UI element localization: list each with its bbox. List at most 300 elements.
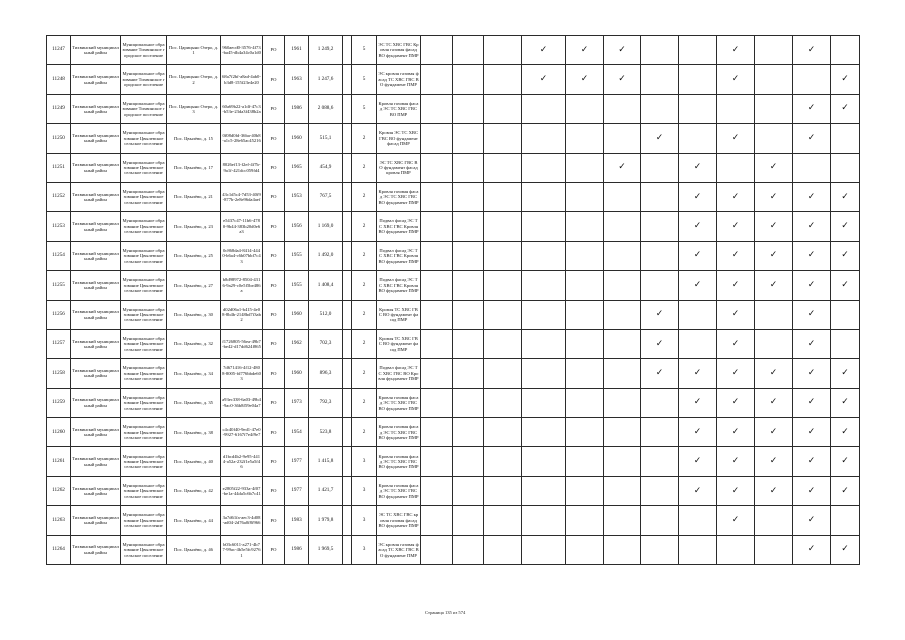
empty-cell <box>343 300 352 329</box>
empty-check-cell <box>604 447 641 476</box>
table-row <box>47 241 860 270</box>
table-row <box>47 418 860 447</box>
table-row <box>47 65 860 94</box>
empty-check-cell <box>522 153 566 182</box>
area-cell: 1 979,8 <box>309 506 343 535</box>
empty-check-cell <box>484 447 522 476</box>
district-cell: Тихвинский муниципальный район <box>71 329 121 358</box>
house-code-cell: 0f08d0fd-36ba-40b8-a1c5-28e65ac45216 <box>221 124 263 153</box>
address-cell: Пос. Царицыно Озеро, д. 2 <box>167 65 221 94</box>
empty-check-cell <box>421 182 453 211</box>
check-mark-icon: ✓ <box>793 241 831 270</box>
empty-check-cell <box>421 124 453 153</box>
empty-check-cell <box>604 94 641 123</box>
floors-cell: 3 <box>352 447 377 476</box>
area-cell: 1 249,2 <box>309 36 343 65</box>
empty-cell <box>343 329 352 358</box>
house-code-cell: e2805f22-933a-4f07-be1a-44da5c6b7c41 <box>221 476 263 505</box>
municipality-cell: Муниципальное образование Цвылевское сельское поселение <box>121 476 167 505</box>
empty-check-cell <box>522 241 566 270</box>
empty-check-cell <box>717 153 755 182</box>
year-cell: 1983 <box>285 506 309 535</box>
empty-check-cell <box>679 124 717 153</box>
empty-check-cell <box>421 506 453 535</box>
empty-check-cell <box>679 36 717 65</box>
year-cell: 1955 <box>285 271 309 300</box>
row-id: 11260 <box>47 418 71 447</box>
empty-check-cell <box>831 36 860 65</box>
empty-check-cell <box>641 388 679 417</box>
check-mark-icon: ✓ <box>793 182 831 211</box>
empty-check-cell <box>522 476 566 505</box>
check-mark-icon: ✓ <box>717 359 755 388</box>
check-mark-icon: ✓ <box>793 359 831 388</box>
check-mark-icon: ✓ <box>793 300 831 329</box>
check-mark-icon: ✓ <box>793 271 831 300</box>
address-cell: Пос. Цвылёво, д. 17 <box>167 153 221 182</box>
empty-check-cell <box>453 447 484 476</box>
district-cell: Тихвинский муниципальный район <box>71 535 121 564</box>
year-cell: 1960 <box>285 300 309 329</box>
area-cell: 515,1 <box>309 124 343 153</box>
floors-cell: 5 <box>352 36 377 65</box>
table-row <box>47 182 860 211</box>
floors-cell: 3 <box>352 535 377 564</box>
house-code-cell: b03c6011-a271-4b77-99ac-4b5e5fc92761 <box>221 535 263 564</box>
works-cell: Кровля газовая фасад ЭС ТС ХВС ГВС ВО фундамент ПМР <box>377 182 421 211</box>
works-cell: Кровля газовая фасад ЭС ТС ХВС ГВС ВО фундамент ПМР <box>377 476 421 505</box>
empty-cell <box>343 182 352 211</box>
row-id: 11257 <box>47 329 71 358</box>
year-cell: 1986 <box>285 535 309 564</box>
row-id: 11252 <box>47 182 71 211</box>
empty-check-cell <box>679 300 717 329</box>
empty-check-cell <box>484 506 522 535</box>
empty-check-cell <box>421 212 453 241</box>
empty-check-cell <box>641 36 679 65</box>
type-cell: РО <box>263 476 285 505</box>
house-code-cell: e5437c47-11b6-4780-9b44-383b20d0e6a3 <box>221 212 263 241</box>
district-cell: Тихвинский муниципальный район <box>71 388 121 417</box>
empty-check-cell <box>484 329 522 358</box>
empty-check-cell <box>755 506 793 535</box>
district-cell: Тихвинский муниципальный район <box>71 447 121 476</box>
works-cell: Кровля газовая фасад ЭС ТС ХВС ГВС ВО фундамент ПМР <box>377 447 421 476</box>
district-cell: Тихвинский муниципальный район <box>71 212 121 241</box>
empty-check-cell <box>421 36 453 65</box>
empty-check-cell <box>566 506 604 535</box>
type-cell: РО <box>263 124 285 153</box>
empty-check-cell <box>522 212 566 241</box>
table-row <box>47 94 860 123</box>
area-cell: 512,0 <box>309 300 343 329</box>
district-cell: Тихвинский муниципальный район <box>71 271 121 300</box>
check-mark-icon: ✓ <box>755 241 793 270</box>
empty-check-cell <box>641 94 679 123</box>
district-cell: Тихвинский муниципальный район <box>71 94 121 123</box>
floors-cell: 2 <box>352 271 377 300</box>
check-mark-icon: ✓ <box>755 359 793 388</box>
type-cell: РО <box>263 359 285 388</box>
check-mark-icon: ✓ <box>679 388 717 417</box>
empty-check-cell <box>566 447 604 476</box>
floors-cell: 2 <box>352 124 377 153</box>
works-cell: Кровля газовая фасад ЭС ТС ХВС ГВС ВО фундамент ПМР <box>377 388 421 417</box>
house-code-cell: 60a69b22-a1df-47c3-b53e-23da3f438b2a <box>221 94 263 123</box>
year-cell: 1965 <box>285 153 309 182</box>
empty-check-cell <box>421 476 453 505</box>
works-cell: Кровля ЭС ТС ХВС ГВС ВО фундамент фасад ПМР <box>377 124 421 153</box>
check-mark-icon: ✓ <box>717 124 755 153</box>
table-row <box>47 447 860 476</box>
empty-check-cell <box>522 388 566 417</box>
empty-check-cell <box>453 241 484 270</box>
empty-check-cell <box>604 506 641 535</box>
check-mark-icon: ✓ <box>793 506 831 535</box>
year-cell: 1977 <box>285 476 309 505</box>
municipality-cell: Муниципальное образование Цвылевское сельское поселение <box>121 124 167 153</box>
house-code-cell: f1726805-56ea-49b7-be42-d17dd624f865 <box>221 329 263 358</box>
check-mark-icon: ✓ <box>522 65 566 94</box>
year-cell: 1953 <box>285 182 309 211</box>
row-id: 11248 <box>47 65 71 94</box>
year-cell: 1956 <box>285 212 309 241</box>
empty-check-cell <box>755 36 793 65</box>
check-mark-icon: ✓ <box>793 476 831 505</box>
empty-cell <box>343 36 352 65</box>
empty-check-cell <box>522 271 566 300</box>
check-mark-icon: ✓ <box>641 124 679 153</box>
empty-check-cell <box>641 506 679 535</box>
empty-check-cell <box>604 300 641 329</box>
check-mark-icon: ✓ <box>831 476 860 505</box>
empty-check-cell <box>566 359 604 388</box>
empty-check-cell <box>522 124 566 153</box>
empty-check-cell <box>484 36 522 65</box>
empty-check-cell <box>566 124 604 153</box>
municipality-cell: Муниципальное образование Цвылевское сельское поселение <box>121 182 167 211</box>
empty-check-cell <box>831 153 860 182</box>
check-mark-icon: ✓ <box>793 36 831 65</box>
empty-check-cell <box>793 65 831 94</box>
empty-check-cell <box>641 535 679 564</box>
check-mark-icon: ✓ <box>604 36 641 65</box>
empty-check-cell <box>421 388 453 417</box>
empty-check-cell <box>453 65 484 94</box>
house-code-cell: a93ec338-6a03-49b4-9ac0-36b8f59e04a7 <box>221 388 263 417</box>
floors-cell: 2 <box>352 329 377 358</box>
empty-check-cell <box>755 300 793 329</box>
check-mark-icon: ✓ <box>717 418 755 447</box>
empty-check-cell <box>453 506 484 535</box>
table-row <box>47 476 860 505</box>
empty-check-cell <box>717 535 755 564</box>
address-cell: Пос. Цвылёво, д. 40 <box>167 447 221 476</box>
empty-check-cell <box>522 506 566 535</box>
row-id: 11262 <box>47 476 71 505</box>
empty-check-cell <box>604 418 641 447</box>
empty-check-cell <box>522 329 566 358</box>
house-code-cell: 43c1d5c4-7d53-40f9-877b-2e8e96da4aef <box>221 182 263 211</box>
empty-check-cell <box>604 271 641 300</box>
empty-check-cell <box>484 271 522 300</box>
address-cell: Пос. Царицыно Озеро, д. 3 <box>167 94 221 123</box>
empty-check-cell <box>641 153 679 182</box>
check-mark-icon: ✓ <box>793 388 831 417</box>
empty-check-cell <box>566 300 604 329</box>
empty-check-cell <box>566 241 604 270</box>
check-mark-icon: ✓ <box>679 212 717 241</box>
empty-check-cell <box>453 212 484 241</box>
empty-check-cell <box>453 36 484 65</box>
empty-check-cell <box>793 153 831 182</box>
empty-check-cell <box>522 182 566 211</box>
type-cell: РО <box>263 447 285 476</box>
empty-check-cell <box>679 535 717 564</box>
house-code-cell: d1bcd4b2-9e95-4414-a52a-232f1e5a5f46 <box>221 447 263 476</box>
area-cell: 523,8 <box>309 418 343 447</box>
check-mark-icon: ✓ <box>641 300 679 329</box>
year-cell: 1973 <box>285 388 309 417</box>
empty-check-cell <box>604 182 641 211</box>
type-cell: РО <box>263 388 285 417</box>
address-cell: Пос. Цвылёво, д. 44 <box>167 506 221 535</box>
empty-check-cell <box>522 359 566 388</box>
empty-check-cell <box>604 388 641 417</box>
works-cell: Кровля ТС ХВС ГВС ВО фундамент фасад ПМР <box>377 329 421 358</box>
row-id: 11254 <box>47 241 71 270</box>
type-cell: РО <box>263 36 285 65</box>
row-id: 11249 <box>47 94 71 123</box>
empty-check-cell <box>421 447 453 476</box>
empty-check-cell <box>453 329 484 358</box>
municipality-cell: Муниципальное образование Цвылевское сельское поселение <box>121 329 167 358</box>
floors-cell: 3 <box>352 476 377 505</box>
works-cell: ЭС кровля газовая фасад ТС ХВС ГВС ВО фундамент ПМР <box>377 65 421 94</box>
check-mark-icon: ✓ <box>717 329 755 358</box>
house-code-cell: 7d671416-4f12-4808-8005-fd776bbde603 <box>221 359 263 388</box>
empty-check-cell <box>421 535 453 564</box>
address-cell: Пос. Цвылёво, д. 27 <box>167 271 221 300</box>
year-cell: 1962 <box>285 329 309 358</box>
municipality-cell: Муниципальное образование Цвылевское сельское поселение <box>121 506 167 535</box>
check-mark-icon: ✓ <box>831 65 860 94</box>
check-mark-icon: ✓ <box>717 241 755 270</box>
type-cell: РО <box>263 418 285 447</box>
row-id: 11255 <box>47 271 71 300</box>
works-cell: ЭС ТС ХВС ГВС Кровля газовая фасад ВО фундамент ПМР <box>377 36 421 65</box>
address-cell: Пос. Царицыно Озеро, д. 1 <box>167 36 221 65</box>
check-mark-icon: ✓ <box>717 388 755 417</box>
house-code-cell: 0c868da4-8414-4440-b6a4-c6b07bbf7c43 <box>221 241 263 270</box>
check-mark-icon: ✓ <box>755 271 793 300</box>
municipality-cell: Муниципальное образование Цвылевское сельское поселение <box>121 388 167 417</box>
area-cell: 702,3 <box>309 329 343 358</box>
housing-register-table <box>46 35 860 565</box>
empty-check-cell <box>484 241 522 270</box>
address-cell: Пос. Цвылёво, д. 38 <box>167 418 221 447</box>
empty-check-cell <box>421 418 453 447</box>
address-cell: Пос. Цвылёво, д. 46 <box>167 535 221 564</box>
address-cell: Пос. Цвылёво, д. 30 <box>167 300 221 329</box>
empty-check-cell <box>641 271 679 300</box>
empty-check-cell <box>453 359 484 388</box>
check-mark-icon: ✓ <box>793 418 831 447</box>
address-cell: Пос. Цвылёво, д. 32 <box>167 329 221 358</box>
check-mark-icon: ✓ <box>831 418 860 447</box>
check-mark-icon: ✓ <box>679 271 717 300</box>
empty-check-cell <box>566 212 604 241</box>
district-cell: Тихвинский муниципальный район <box>71 124 121 153</box>
check-mark-icon: ✓ <box>793 329 831 358</box>
empty-check-cell <box>484 300 522 329</box>
check-mark-icon: ✓ <box>755 212 793 241</box>
empty-check-cell <box>453 271 484 300</box>
empty-check-cell <box>831 329 860 358</box>
works-cell: Подвал фасад ЭС ТС ХВС ГВС Кровля ВО фундамент ПМР <box>377 212 421 241</box>
empty-check-cell <box>717 94 755 123</box>
floors-cell: 5 <box>352 94 377 123</box>
year-cell: 1955 <box>285 241 309 270</box>
area-cell: 454,9 <box>309 153 343 182</box>
empty-check-cell <box>679 65 717 94</box>
empty-check-cell <box>453 476 484 505</box>
empty-check-cell <box>453 94 484 123</box>
row-id: 11247 <box>47 36 71 65</box>
row-id: 11256 <box>47 300 71 329</box>
empty-check-cell <box>604 241 641 270</box>
empty-check-cell <box>641 182 679 211</box>
municipality-cell: Муниципальное образование Цвылевское сельское поселение <box>121 241 167 270</box>
address-cell: Пос. Цвылёво, д. 34 <box>167 359 221 388</box>
area-cell: 1 421,7 <box>309 476 343 505</box>
row-id: 11263 <box>47 506 71 535</box>
check-mark-icon: ✓ <box>522 36 566 65</box>
works-cell: Кровля газовая фасад ЭС ТС ХВС ГВС ВО ПМР <box>377 94 421 123</box>
area-cell: 2 088,6 <box>309 94 343 123</box>
row-id: 11261 <box>47 447 71 476</box>
floors-cell: 2 <box>352 241 377 270</box>
area-cell: 1 408,4 <box>309 271 343 300</box>
district-cell: Тихвинский муниципальный район <box>71 476 121 505</box>
empty-check-cell <box>421 359 453 388</box>
empty-cell <box>343 476 352 505</box>
check-mark-icon: ✓ <box>793 535 831 564</box>
area-cell: 1 969,5 <box>309 535 343 564</box>
check-mark-icon: ✓ <box>717 182 755 211</box>
check-mark-icon: ✓ <box>679 418 717 447</box>
empty-check-cell <box>641 447 679 476</box>
type-cell: РО <box>263 241 285 270</box>
type-cell: РО <box>263 329 285 358</box>
check-mark-icon: ✓ <box>566 65 604 94</box>
empty-cell <box>343 388 352 417</box>
house-code-cell: c4c40f40-9ed1-47e0-9927-6167f7e4f9e7 <box>221 418 263 447</box>
municipality-cell: Муниципальное образование Цвылевское сельское поселение <box>121 153 167 182</box>
floors-cell: 3 <box>352 506 377 535</box>
check-mark-icon: ✓ <box>831 388 860 417</box>
empty-check-cell <box>755 65 793 94</box>
empty-cell <box>343 212 352 241</box>
empty-check-cell <box>522 535 566 564</box>
check-mark-icon: ✓ <box>755 388 793 417</box>
empty-check-cell <box>604 535 641 564</box>
check-mark-icon: ✓ <box>755 447 793 476</box>
table-row <box>47 388 860 417</box>
row-id: 11259 <box>47 388 71 417</box>
district-cell: Тихвинский муниципальный район <box>71 300 121 329</box>
row-id: 11264 <box>47 535 71 564</box>
page-footer: Страница 135 из 574 <box>425 610 466 615</box>
works-cell: ЭС ТС ХВС ГВС кровля газовая фасад ВО фундамент ПМР <box>377 506 421 535</box>
municipality-cell: Муниципальное образование Цвылевское сельское поселение <box>121 447 167 476</box>
empty-check-cell <box>484 359 522 388</box>
municipality-cell: Муниципальное образование Тихвинское городское поселение <box>121 65 167 94</box>
check-mark-icon: ✓ <box>679 476 717 505</box>
check-mark-icon: ✓ <box>566 36 604 65</box>
district-cell: Тихвинский муниципальный район <box>71 65 121 94</box>
empty-check-cell <box>484 94 522 123</box>
empty-check-cell <box>421 94 453 123</box>
empty-cell <box>343 447 352 476</box>
empty-check-cell <box>453 388 484 417</box>
year-cell: 1960 <box>285 124 309 153</box>
area-cell: 1 169,0 <box>309 212 343 241</box>
empty-check-cell <box>484 153 522 182</box>
table-row <box>47 359 860 388</box>
municipality-cell: Муниципальное образование Цвылевское сельское поселение <box>121 300 167 329</box>
district-cell: Тихвинский муниципальный район <box>71 36 121 65</box>
empty-check-cell <box>453 153 484 182</box>
check-mark-icon: ✓ <box>717 65 755 94</box>
municipality-cell: Муниципальное образование Цвылевское сельское поселение <box>121 535 167 564</box>
check-mark-icon: ✓ <box>717 476 755 505</box>
table-row <box>47 329 860 358</box>
table-row <box>47 36 860 65</box>
empty-check-cell <box>604 124 641 153</box>
check-mark-icon: ✓ <box>717 212 755 241</box>
empty-check-cell <box>641 241 679 270</box>
check-mark-icon: ✓ <box>755 182 793 211</box>
type-cell: РО <box>263 506 285 535</box>
year-cell: 1986 <box>285 94 309 123</box>
empty-check-cell <box>566 271 604 300</box>
empty-cell <box>343 271 352 300</box>
district-cell: Тихвинский муниципальный район <box>71 241 121 270</box>
area-cell: 1 247,6 <box>309 65 343 94</box>
empty-check-cell <box>522 418 566 447</box>
empty-cell <box>343 94 352 123</box>
table-row <box>47 535 860 564</box>
empty-check-cell <box>679 94 717 123</box>
empty-check-cell <box>679 329 717 358</box>
area-cell: 1 492,0 <box>309 241 343 270</box>
type-cell: РО <box>263 182 285 211</box>
municipality-cell: Муниципальное образование Тихвинское городское поселение <box>121 36 167 65</box>
check-mark-icon: ✓ <box>793 447 831 476</box>
type-cell: РО <box>263 153 285 182</box>
area-cell: 767,5 <box>309 182 343 211</box>
check-mark-icon: ✓ <box>755 476 793 505</box>
check-mark-icon: ✓ <box>679 182 717 211</box>
year-cell: 1961 <box>285 36 309 65</box>
check-mark-icon: ✓ <box>831 241 860 270</box>
empty-check-cell <box>641 212 679 241</box>
area-cell: 1 415,8 <box>309 447 343 476</box>
empty-check-cell <box>484 182 522 211</box>
year-cell: 1954 <box>285 418 309 447</box>
table-row <box>47 506 860 535</box>
